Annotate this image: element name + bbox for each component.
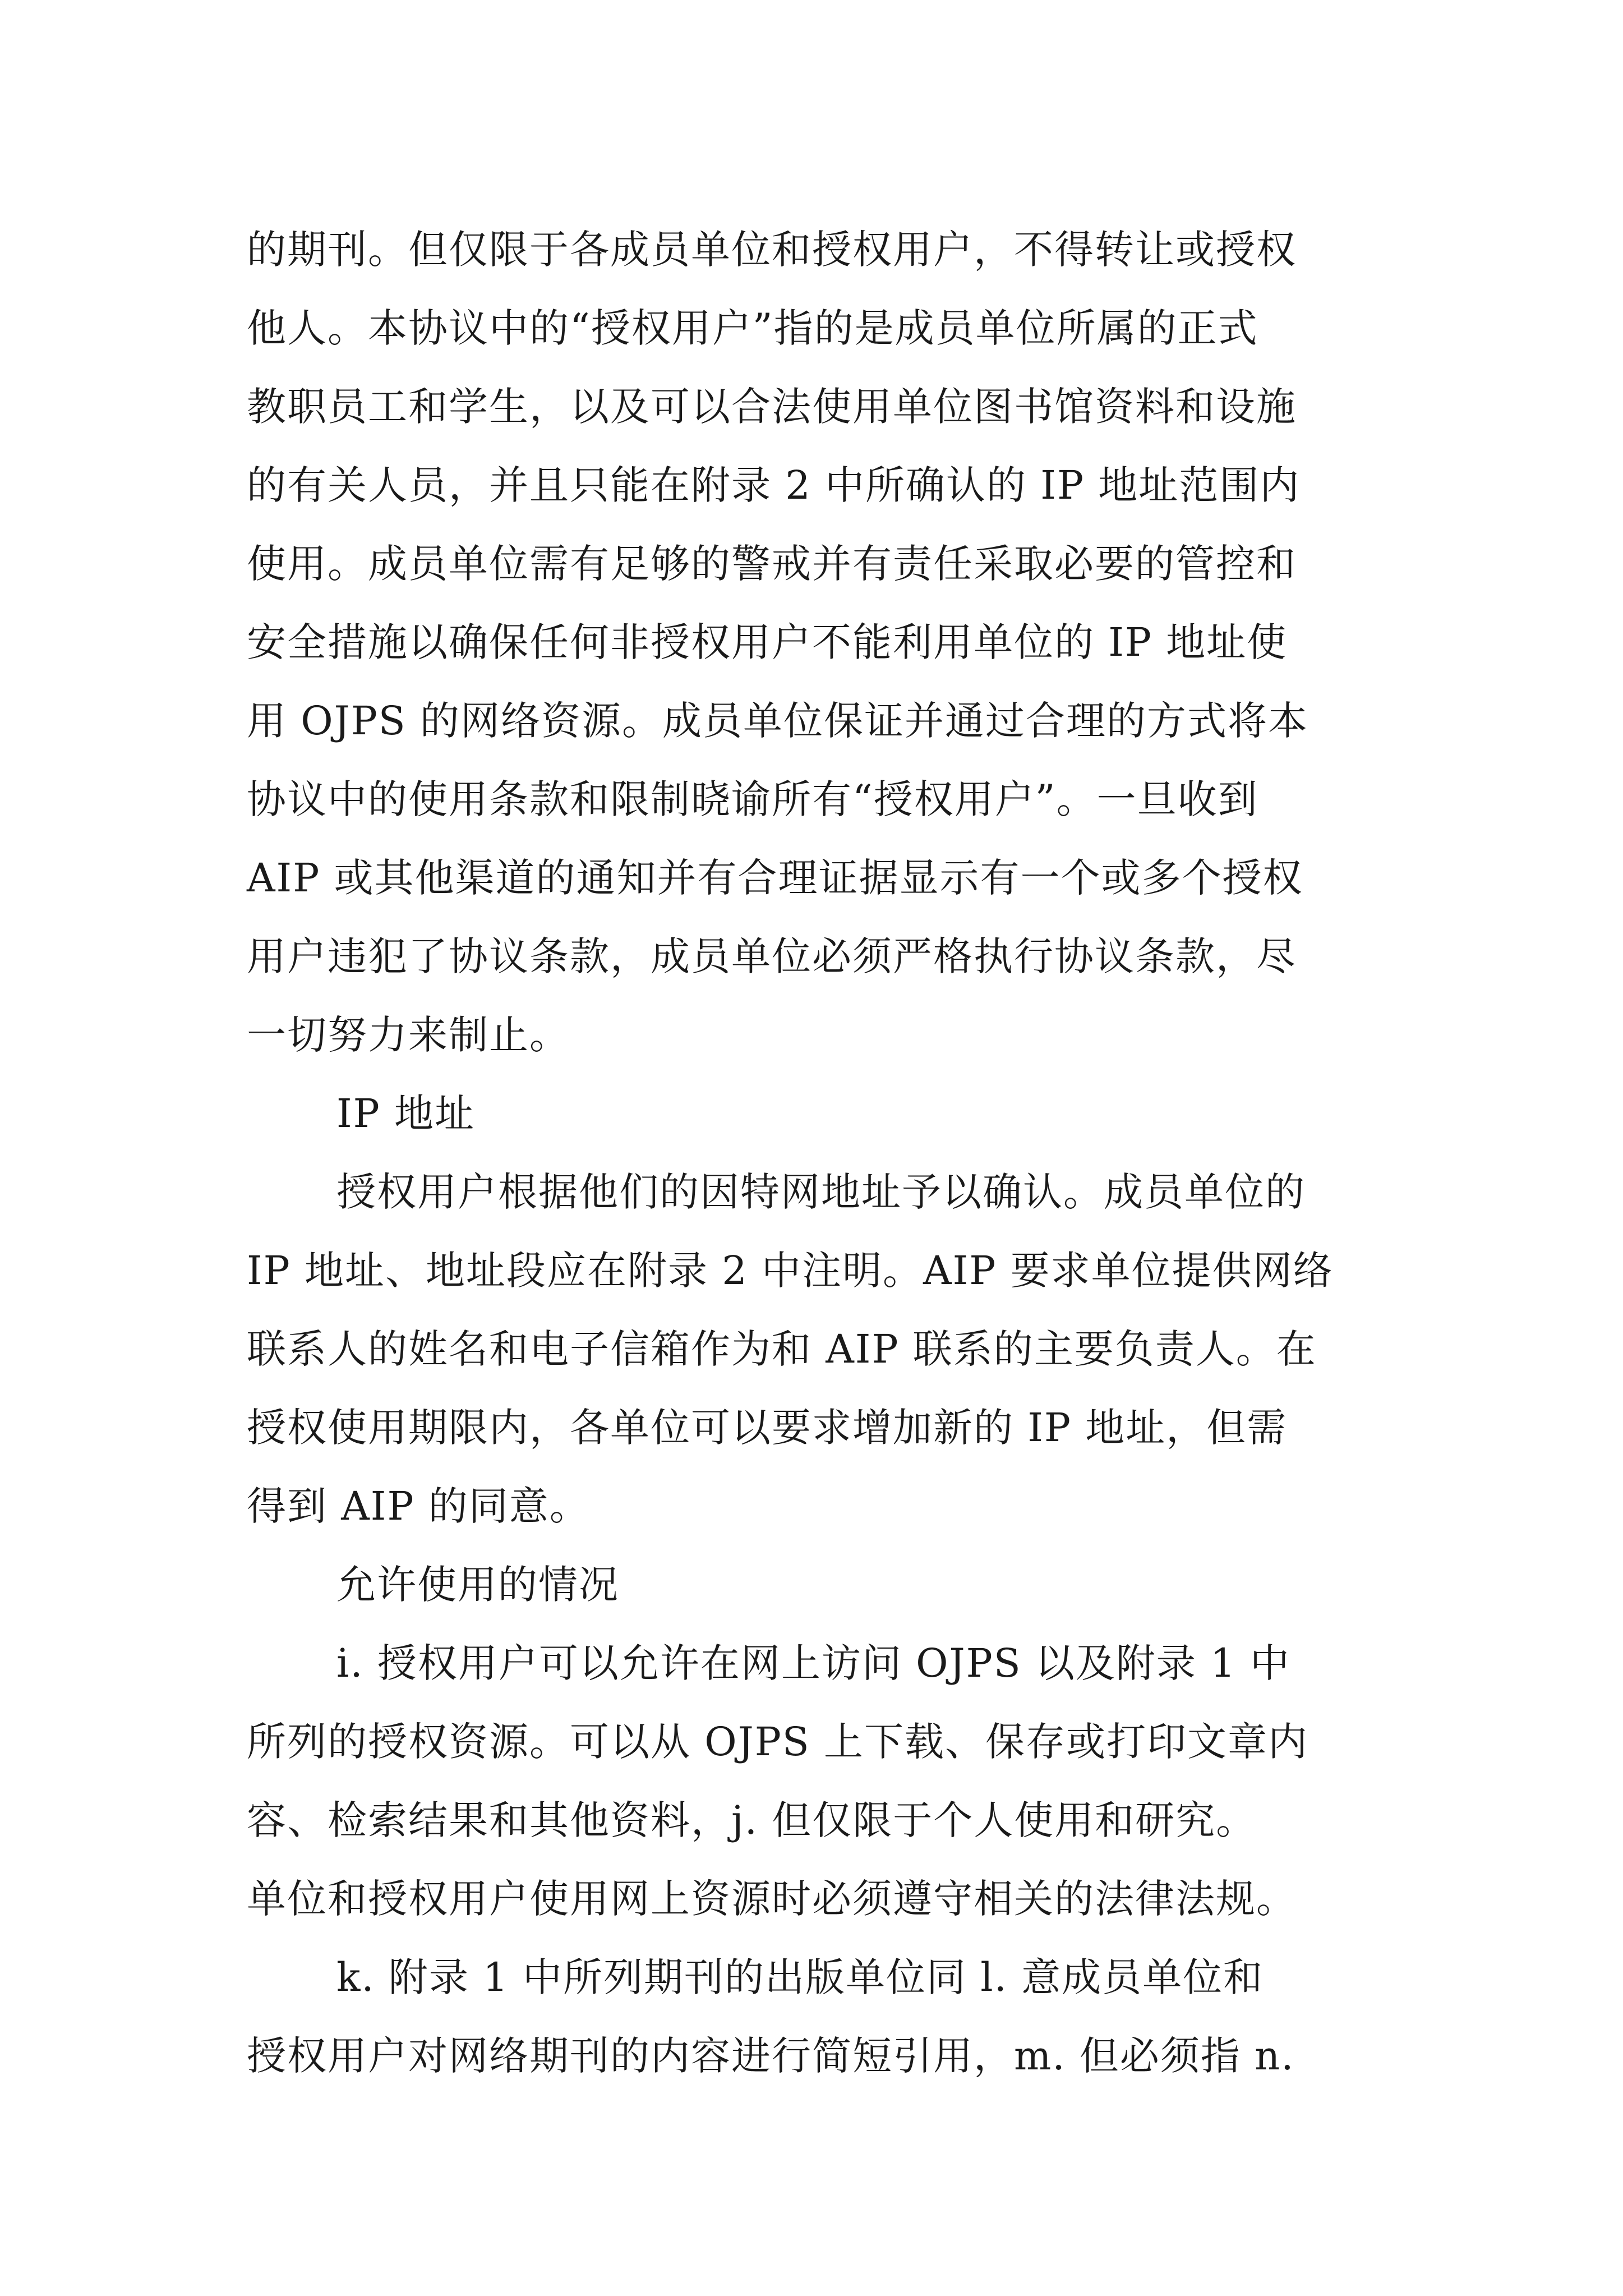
text-line-16: 授权使用期限内，各单位可以要求增加新的 IP 地址，但需: [247, 1405, 1288, 1451]
text-line-10: 用户违犯了协议条款，成员单位必须严格执行协议条款，尽: [247, 933, 1297, 979]
text-line-5: 使用。成员单位需有足够的警戒并有责任采取必要的管控和: [247, 541, 1297, 587]
text-line-9: AIP 或其他渠道的通知并有合理证据显示有一个或多个授权: [247, 855, 1303, 901]
section-heading-ip-address: IP 地址: [336, 1091, 476, 1137]
text-line-17: 得到 AIP 的同意。: [247, 1483, 590, 1529]
text-line-2: 他人。本协议中的“授权用户”指的是成员单位所属的正式: [247, 305, 1258, 351]
section-heading-permitted-use: 允许使用的情况: [336, 1562, 619, 1608]
text-line-11: 一切努力来制止。: [247, 1012, 570, 1058]
text-line-13: 授权用户根据他们的因特网地址予以确认。成员单位的: [336, 1169, 1306, 1215]
text-line-3: 教职员工和学生，以及可以合法使用单位图书馆资料和设施: [247, 384, 1297, 430]
text-line-15: 联系人的姓名和电子信箱作为和 AIP 联系的主要负责人。在: [247, 1326, 1317, 1372]
text-line-6: 安全措施以确保任何非授权用户不能利用单位的 IP 地址使: [247, 619, 1288, 665]
text-line-19: i. 授权用户可以允许在网上访问 OJPS 以及附录 1 中: [336, 1640, 1290, 1686]
text-line-22: 单位和授权用户使用网上资源时必须遵守相关的法律法规。: [247, 1876, 1297, 1922]
text-line-20: 所列的授权资源。可以从 OJPS 上下载、保存或打印文章内: [247, 1719, 1309, 1765]
text-line-23: k. 附录 1 中所列期刊的出版单位同 l. 意成员单位和: [336, 1954, 1264, 2000]
text-line-14: IP 地址、地址段应在附录 2 中注明。AIP 要求单位提供网络: [247, 1248, 1334, 1294]
text-line-8: 协议中的使用条款和限制晓谕所有“授权用户”。一旦收到: [247, 776, 1258, 822]
text-line-24: 授权用户对网络期刊的内容进行简短引用，m. 但必须指 n.: [247, 2033, 1295, 2079]
text-line-7: 用 OJPS 的网络资源。成员单位保证并通过合理的方式将本: [247, 698, 1309, 744]
text-line-4: 的有关人员，并且只能在附录 2 中所确认的 IP 地址范围内: [247, 462, 1301, 508]
text-line-21: 容、检索结果和其他资料，j. 但仅限于个人使用和研究。: [247, 1797, 1257, 1843]
text-line-1: 的期刊。但仅限于各成员单位和授权用户，不得转让或授权: [247, 227, 1297, 273]
